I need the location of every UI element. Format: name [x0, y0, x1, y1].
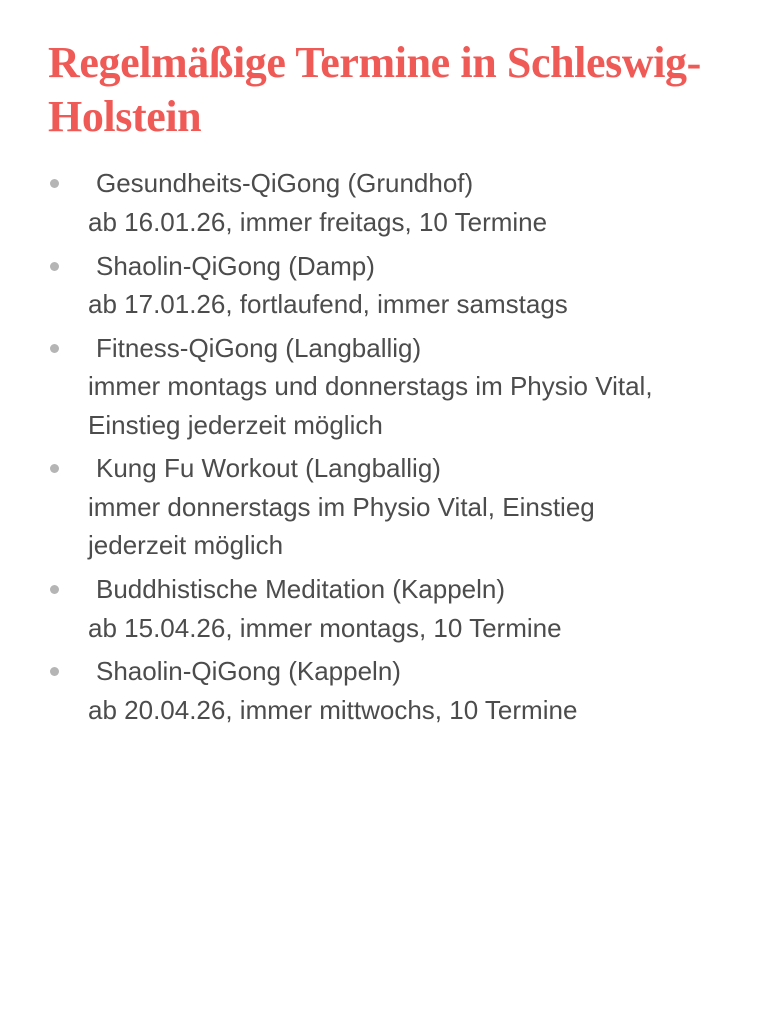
- bullet-icon: [50, 464, 59, 473]
- list-item-title: Fitness-QiGong (Langballig): [96, 332, 422, 363]
- list-item-title: Gesundheits-QiGong (Grundhof): [96, 168, 474, 199]
- list-item-detail: ab 15.04.26, immer montags, 10 Termine: [88, 612, 562, 643]
- list-item-title: Shaolin-QiGong (Kappeln): [96, 656, 401, 687]
- list-item-detail: immer donnerstags im Physio Vital, Einstieg jederzeit möglich: [88, 491, 595, 561]
- list-item: [44, 450, 732, 565]
- list-item: [44, 330, 732, 445]
- list-item-detail: ab 17.01.26, fortlaufend, immer samstags: [88, 289, 568, 320]
- list-item: [44, 571, 732, 647]
- list-item-detail: immer montags und donnerstags im Physio Vital, Einstieg jederzeit möglich: [88, 371, 653, 440]
- bullet-icon: [50, 667, 59, 676]
- list-item-title: Shaolin-QiGong (Damp): [96, 250, 375, 281]
- bullet-icon: [50, 585, 59, 594]
- list-item-detail: ab 20.04.26, immer mittwochs, 10 Termine: [88, 694, 578, 725]
- list-item-title: Kung Fu Workout (Langballig): [96, 453, 441, 484]
- schedule-list: [44, 165, 732, 729]
- list-item-detail: ab 16.01.26, immer freitags, 10 Termine: [88, 207, 548, 238]
- bullet-icon: [50, 344, 59, 353]
- list-item: [44, 248, 732, 324]
- bullet-icon: [50, 179, 59, 188]
- bullet-icon: [50, 262, 59, 271]
- list-item: [44, 653, 732, 729]
- list-item-title: Buddhistische Meditation (Kappeln): [96, 573, 506, 604]
- list-item: [44, 165, 732, 241]
- page-title: Regelmäßige Termine in Schleswig-Holstein: [48, 38, 701, 141]
